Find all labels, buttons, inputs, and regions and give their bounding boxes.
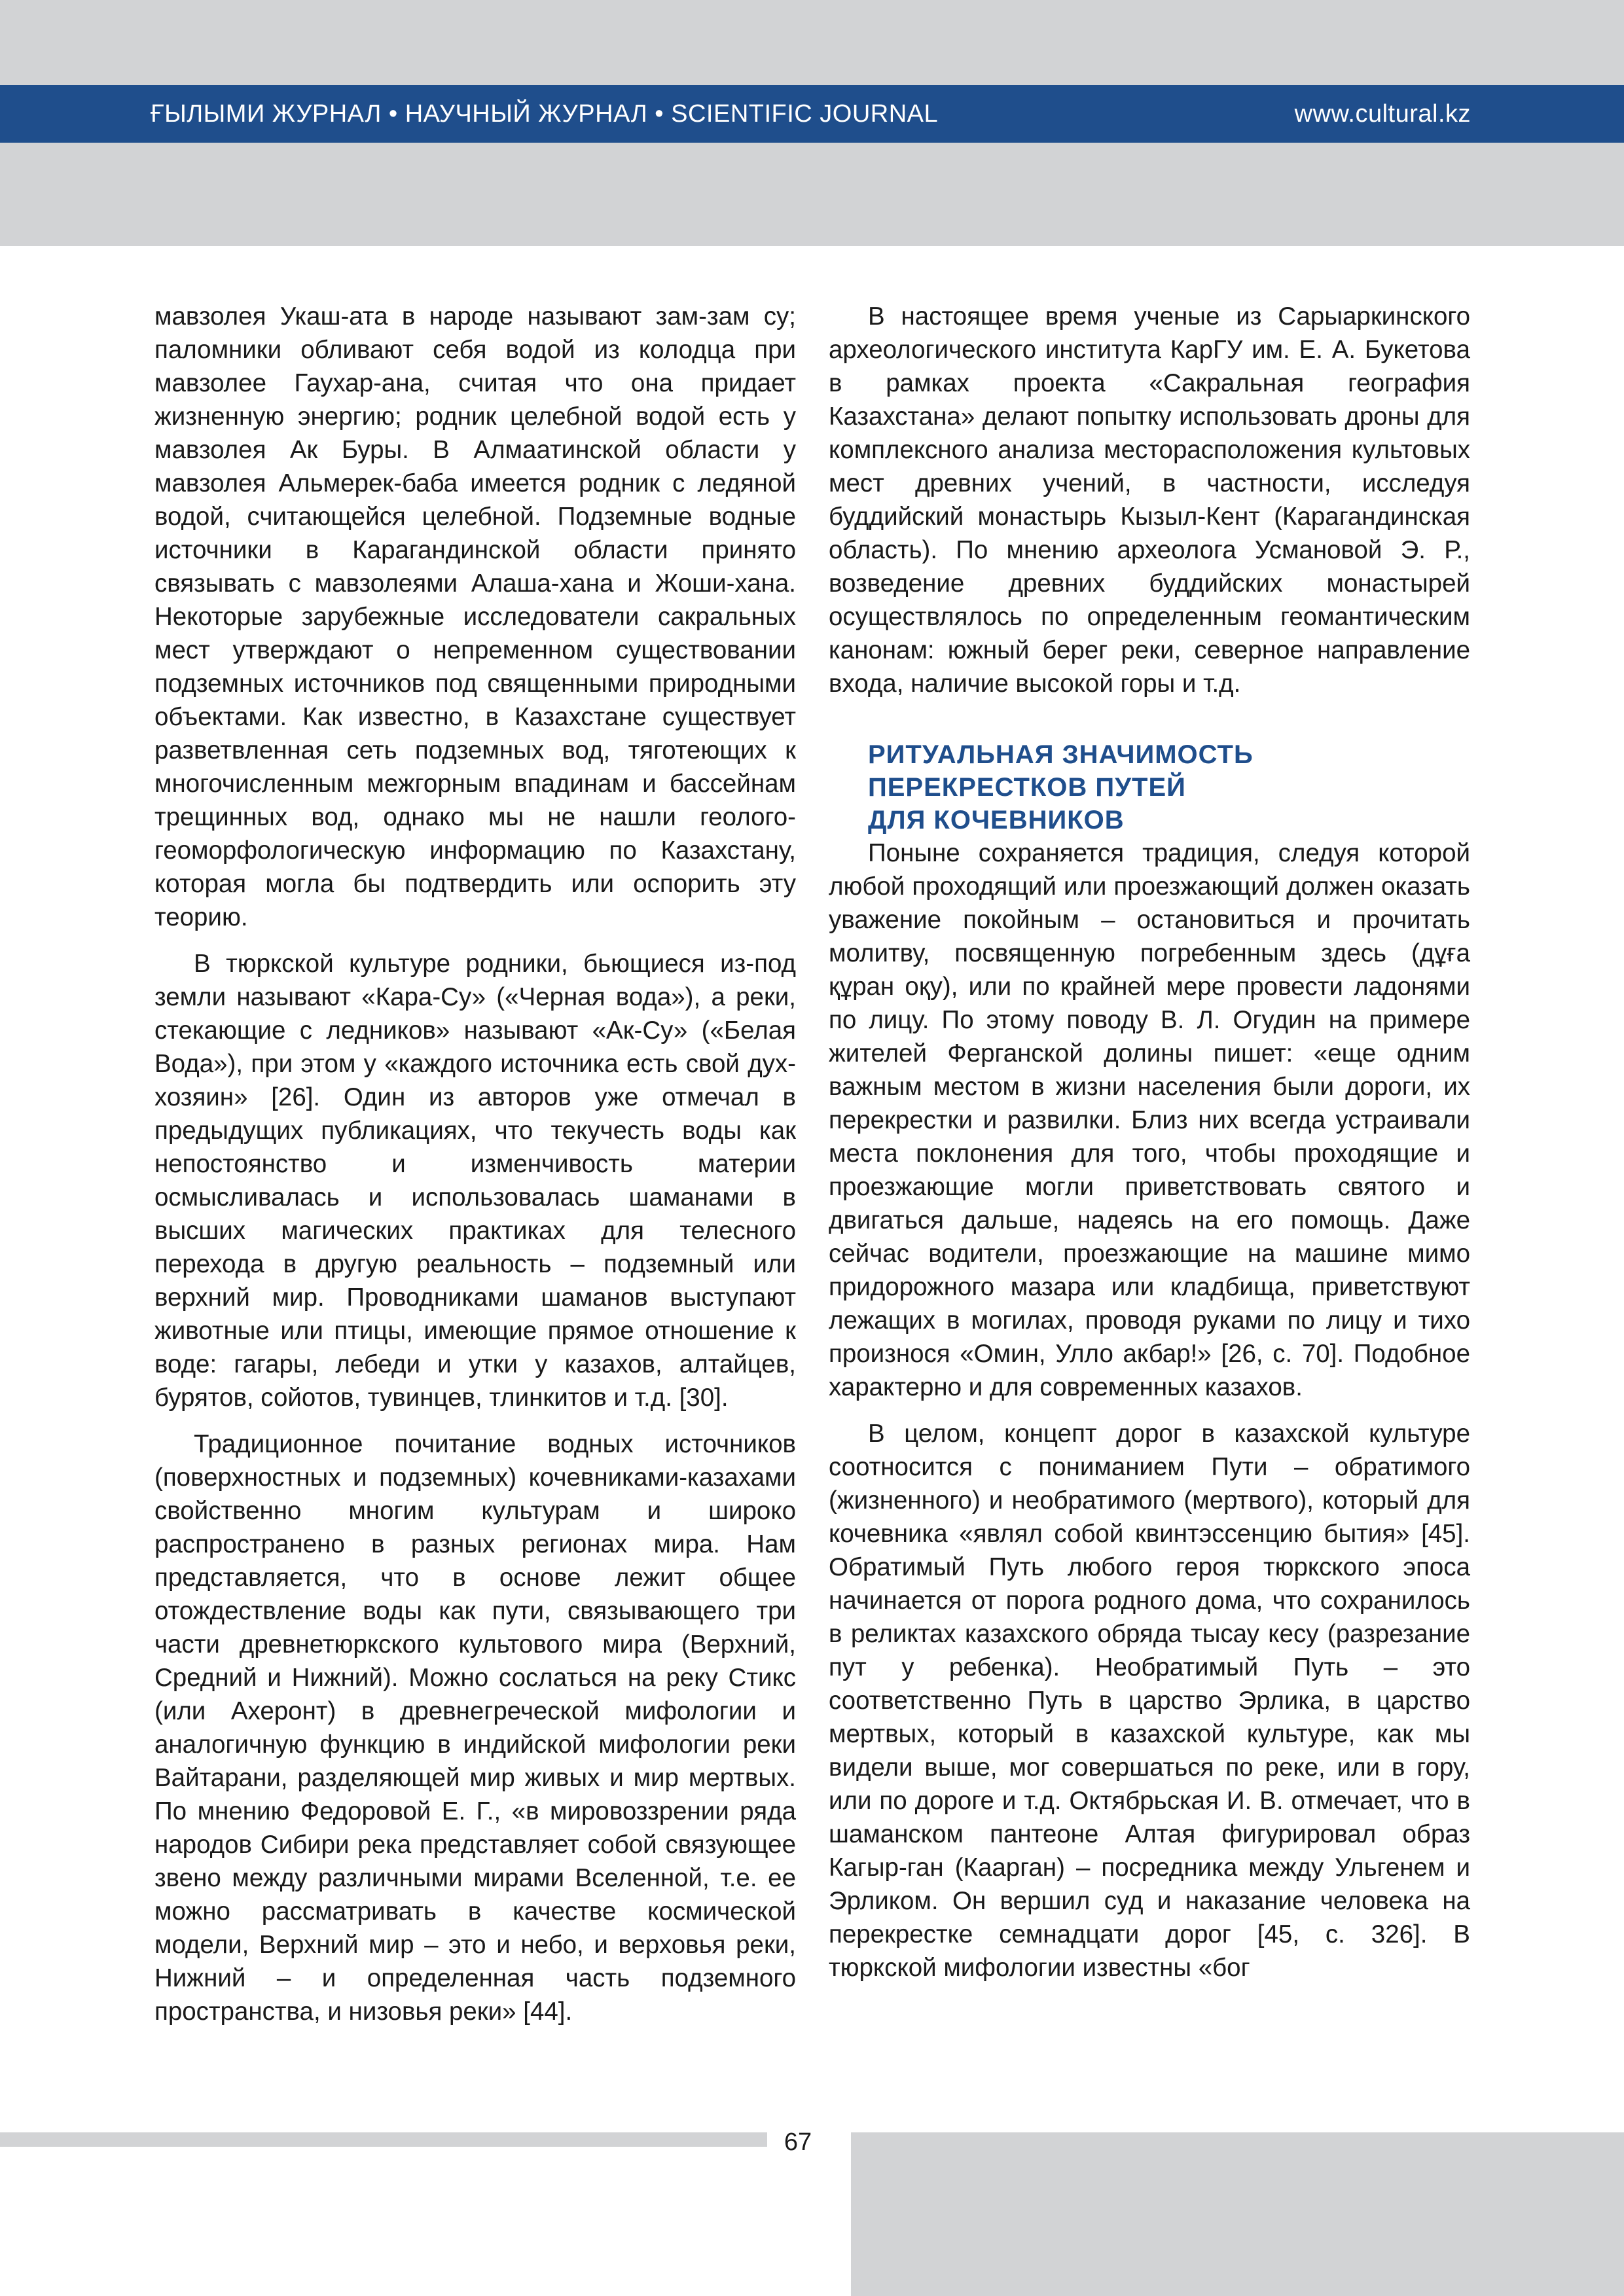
right-paragraph-1: В настоящее время ученые из Сарыаркинского археологического института КарГУ им. Е. А. Букетова в рамках проекта «Сакральная география Казахстана» делают попытку использовать дроны для комплексного анализа месторасположения культовых мест древних учений, в частности, исследуя буддийский монастырь Кызыл-Кент (Карагандинская область). По мнению археолога Усмановой Э. Р., возведение древних буддийских монастырей осуществлялось по определенным геомантическим канонам: южный берег реки, северное направление входа, наличие высокой горы и т.д. <box>829 302 1470 698</box>
journal-title: ҒЫЛЫМИ ЖУРНАЛ • НАУЧНЫЙ ЖУРНАЛ • SCIENTIFIC JOURNAL <box>151 99 939 128</box>
section-heading-line-2: ПЕРЕКРЕСТКОВ ПУТЕЙ <box>868 773 1186 802</box>
journal-header-band <box>0 85 1624 143</box>
right-column <box>829 300 1470 1998</box>
section-heading-line-3: ДЛЯ КОЧЕВНИКОВ <box>868 806 1125 834</box>
footer-block <box>851 2132 1624 2296</box>
right-paragraph-3: В целом, концепт дорог в казахской культуре соотносится с пониманием Пути – обратимого (жизненного) и необратимого (мертвого), который для кочевника «являл собой квинтэссенцию бытия» [45]. Обратимый Путь любого героя тюркского эпоса начинается от порога родного дома, что сохранилось в реликтах казахского обряда тысау кесу (разрезание пут у ребенка). Необратимый Путь – это соответственно Путь в царство Эрлика, в царство мертвых, который в казахской культуре, как мы видели выше, мог совершаться по реке, или в гору, или по дороге и т.д. Октябрьская И. В. отмечает, что в шаманском пантеоне Алтая фигурировал образ Кагыр-ган (Каарган) – посредника между Ульгенем и Эрликом. Он вершил суд и наказание человека на перекрестке семнадцати дорог [45, с. 326]. В тюркской мифологии известны «бог <box>829 1420 1470 1982</box>
left-paragraph-2: В тюркской культуре родники, бьющиеся из-под земли называют «Кара-Су» («Черная вода»), а реки, стекающие с ледников» называют «Ак-Су» («Белая Вода»), при этом у «каждого источника есть свой дух-хозяин» [26]. Один из авторов уже отмечал в предыдущих публикациях, что текучесть воды как непостоянство и изменчивость материи осмысливалась и использовалась шаманами в высших магических практиках для телесного перехода в другую реальность – подземный или верхний мир. Проводниками шаманов выступают животные или птицы, имеющие прямое отношение к воде: гагары, лебеди и утки у казахов, алтайцев, бурятов, сойотов, тувинцев, тлинкитов и т.д. [30]. <box>154 950 796 1412</box>
left-paragraph-3: Традиционное почитание водных источников (поверхностных и подземных) кочевниками-казахами свойственно многим культурам и широко распространено в разных регионах мира. Нам представляется, что в основе лежит общее отождествление воды как пути, связывающего три части древнетюркского культового мира (Верхний, Средний и Нижний). Можно сослаться на реку Стикс (или Ахеронт) в древнегреческой мифологии и аналогичную функцию в индийской мифологии реки Вайтарани, разделяющей мир живых и мир мертвых. По мнению Федоровой Е. Г., «в мировоззрении ряда народов Сибири река представляет собой связующее звено между различными мирами Вселенной, т.е. ее можно рассматривать в качестве космической модели, Верхний мир – это и небо, и верховья реки, Нижний – и определенная часть подземного пространства, и низовья реки» [44]. <box>154 1430 796 2026</box>
section-heading <box>868 738 1470 836</box>
right-paragraph-2: Поныне сохраняется традиция, следуя которой любой проходящий или проезжающий должен оказать уважение покойным – остановиться и прочитать молитву, посвященную погребенным здесь (дұға құран оқу), или по крайней мере провести ладонями по лицу. По этому поводу В. Л. Огудин на примере жителей Ферганской долины пишет: «еще одним важным местом в жизни населения были дороги, их перекрестки и развилки. Близ них всегда устраивали места поклонения для того, чтобы проходящие и проезжающие могли приветствовать святого и двигаться дальше, надеясь на его помощь. Даже сейчас водители, проезжающие на машине мимо придорожного мазара или кладбища, приветствуют лежащих в могилах, проводя руками по лицу и тихо произнося «Омин, Улло акбар!» [26, с. 70]. Подобное характерно и для современных казахов. <box>829 839 1470 1401</box>
website-link[interactable]: www.cultural.kz <box>1294 99 1471 128</box>
page-number: 67 <box>784 2128 812 2156</box>
section-heading-line-1: РИТУАЛЬНАЯ ЗНАЧИМОСТЬ <box>868 740 1254 769</box>
left-paragraph-1: мавзолея Укаш-ата в народе называют зам-зам су; паломники обливают себя водой из колодца при мавзолее Гаухар-ана, считая что она придает жизненную энергию; родник целебной водой есть у мавзолея Ак Буры. В Алмаатинской области у мавзолея Альмерек-баба имеется родник с ледяной водой, считающейся целебной. Подземные водные источники в Карагандинской области принято связывать с мавзолеями Алаша-хана и Жоши-хана. Некоторые зарубежные исследователи сакральных мест утверждают о непременном существовании подземных источников под священными природными объектами. Как известно, в Казахстане существует разветвленная сеть подземных вод, тяготеющих к многочисленным межгорным впадинам и бассейнам трещинных вод, однако мы не нашли геолого-геоморфологическую информацию по Казахстану, которая могла бы подтвердить или оспорить эту теорию. <box>154 302 796 931</box>
left-column <box>154 300 796 2041</box>
footer-rule <box>0 2132 767 2147</box>
